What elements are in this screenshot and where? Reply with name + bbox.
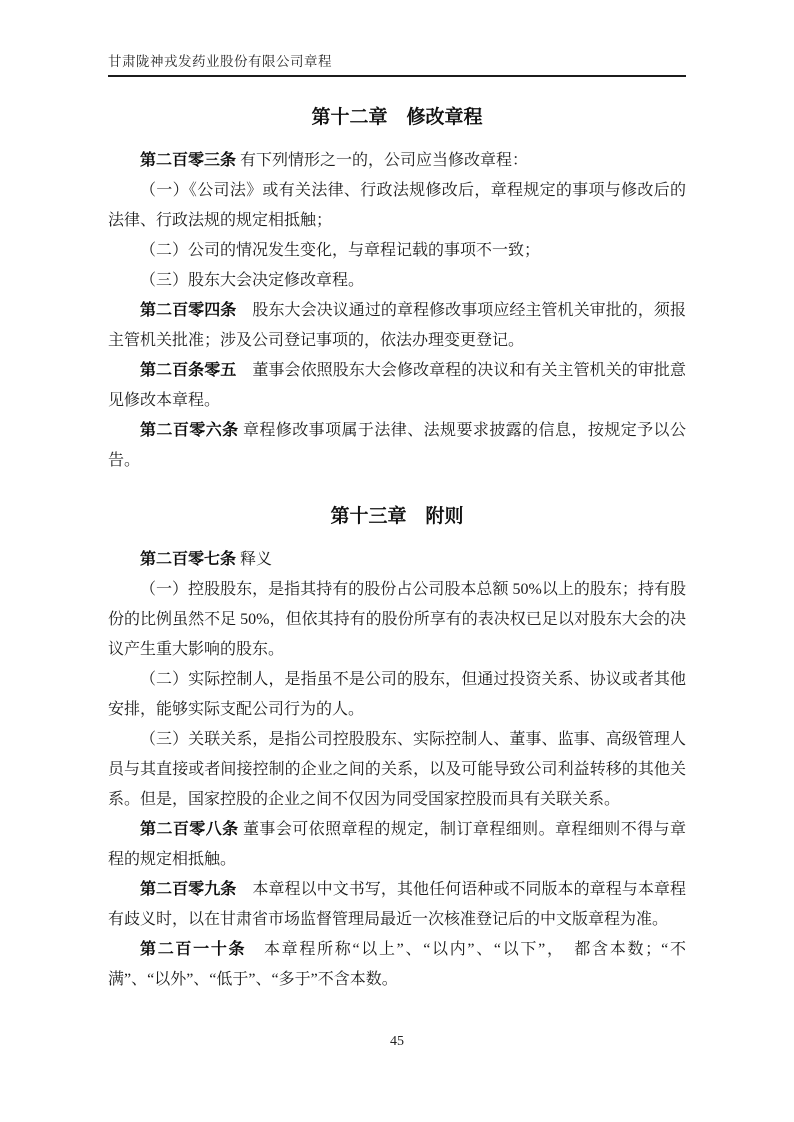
document-content [108, 102, 686, 995]
article-number: 第二百零八条 [140, 821, 239, 838]
article-paragraph [108, 416, 686, 476]
article-paragraph [108, 875, 686, 935]
article-paragraph [108, 296, 686, 356]
article-paragraph [108, 236, 686, 266]
page-header [108, 0, 686, 77]
chapter-heading-13: 第十三章 附则 [330, 506, 464, 527]
article-number: 第二百零九条 [140, 881, 237, 898]
article-paragraph [108, 545, 686, 575]
article-text: 章程修改事项属于法律、法规要求披露的信息，按规定予以公告。 [108, 422, 686, 469]
page-number: 45 [390, 1034, 404, 1049]
article-text: 有下列情形之一的，公司应当修改章程： [236, 152, 529, 169]
article-text: （二）实际控制人，是指虽不是公司的股东，但通过投资关系、协议或者其他安排，能够实际支配公司行为的人。 [108, 671, 686, 718]
article-number: 第二百零七条 [140, 551, 237, 568]
article-paragraph [108, 266, 686, 296]
article-paragraph [108, 575, 686, 665]
article-text: 释义 [236, 551, 273, 568]
article-paragraph [108, 356, 686, 416]
article-paragraph [108, 665, 686, 725]
chapter-heading-12: 第十二章 修改章程 [311, 107, 483, 128]
article-text: 股东大会决议通过的章程修改事项应经主管机关审批的，须报主管机关批准；涉及公司登记事项的，依法办理变更登记。 [108, 302, 686, 349]
article-text: 董事会可依照章程的规定，制订章程细则。章程细则不得与章程的规定相抵触。 [108, 821, 686, 868]
article-text: （三）关联关系，是指公司控股股东、实际控制人、董事、监事、高级管理人员与其直接或者间接控制的企业之间的关系，以及可能导致公司利益转移的其他关系。但是，国家控股的企业之间不仅因为同受国家控股而具有关联关系。 [108, 731, 686, 808]
article-paragraph [108, 725, 686, 815]
article-number: 第二百零三条 [140, 152, 237, 169]
article-paragraph [108, 146, 686, 176]
article-paragraph [108, 176, 686, 236]
article-text: 董事会依照股东大会修改章程的决议和有关主管机关的审批意见修改本章程。 [108, 362, 686, 409]
article-number: 第二百一十条 [140, 941, 247, 958]
article-text: 本章程所称“以上”、“以内”、“以下”， 都含本数；“不满”、“以外”、“低于”、“多于”不含本数。 [108, 941, 686, 988]
article-paragraph [108, 815, 686, 875]
article-text: （二）公司的情况发生变化，与章程记载的事项不一致； [140, 242, 541, 259]
article-text: 本章程以中文书写，其他任何语种或不同版本的章程与本章程有歧义时，以在甘肃省市场监督管理局最近一次核准登记后的中文版章程为准。 [108, 881, 686, 928]
article-number: 第二百零六条 [140, 422, 239, 439]
article-text: （三）股东大会决定修改章程。 [140, 272, 365, 289]
article-number: 第二百零四条 [140, 302, 237, 319]
article-text: （一）《公司法》或有关法律、行政法规修改后，章程规定的事项与修改后的法律、行政法规的规定相抵触； [108, 182, 686, 229]
article-text: （一）控股股东，是指其持有的股份占公司股本总额 50%以上的股东；持有股份的比例虽然不足 50%，但依其持有的股份所享有的表决权已足以对股东大会的决议产生重大影响的股东。 [108, 581, 686, 658]
header-title: 甘肃陇神戎发药业股份有限公司章程 [108, 54, 332, 69]
article-paragraph [108, 935, 686, 995]
article-number: 第二百条零五 [140, 362, 237, 379]
